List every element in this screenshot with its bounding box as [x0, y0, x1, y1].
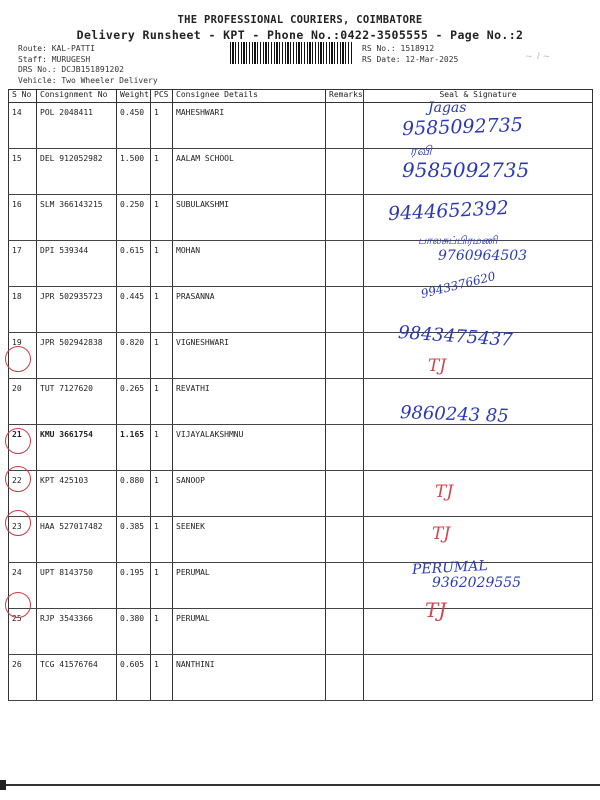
- sig-21-phone: 9860243 85: [399, 402, 510, 427]
- pcs: 1: [151, 517, 173, 563]
- red-circle-mark: [5, 466, 31, 492]
- consignment-no: SLM 366143215: [37, 195, 117, 241]
- consignment-no: TCG 41576764: [37, 655, 117, 701]
- weight: 1.165: [117, 425, 151, 471]
- table-row: [9, 655, 593, 701]
- pcs: 1: [151, 655, 173, 701]
- sig-15-phone: 9585092735: [402, 158, 530, 182]
- signature-cell: [364, 655, 593, 701]
- consignee: VIGNESHWARI: [173, 333, 326, 379]
- pcs: 1: [151, 149, 173, 195]
- remarks: [326, 655, 364, 701]
- sig-19-phone: 9843475437: [397, 322, 514, 351]
- consignee: SUBULAKSHMI: [173, 195, 326, 241]
- company-title: THE PROFESSIONAL COURIERS, COIMBATORE: [177, 14, 423, 26]
- barcode-image: [230, 42, 352, 64]
- table-row: [9, 425, 593, 471]
- sig-14-phone: 9585092735: [401, 113, 524, 141]
- consignment-no: KPT 425103: [37, 471, 117, 517]
- sno: 16: [9, 195, 37, 241]
- table-row: [9, 517, 593, 563]
- pcs: 1: [151, 609, 173, 655]
- consignee: MAHESHWARI: [173, 103, 326, 149]
- drs-text: DRS No.: DCJB151891202: [18, 65, 124, 74]
- sig-26-initials: TJ: [425, 598, 447, 622]
- consignee: SEENEK: [173, 517, 326, 563]
- col-pcs: PCS: [151, 90, 173, 103]
- consignment-no: JPR 502942838: [37, 333, 117, 379]
- sig-17-phone: 9760964503: [438, 248, 528, 264]
- remarks: [326, 149, 364, 195]
- sig-18-phone: 9943376620: [419, 268, 497, 302]
- pcs: 1: [151, 195, 173, 241]
- remarks: [326, 333, 364, 379]
- sno: 20: [9, 379, 37, 425]
- red-circle-mark: [5, 346, 31, 372]
- remarks: [326, 517, 364, 563]
- sno: 17: [9, 241, 37, 287]
- pcs: 1: [151, 103, 173, 149]
- consignee: PRASANNA: [173, 287, 326, 333]
- col-weight: Weight: [117, 90, 151, 103]
- consignee: SANOOP: [173, 471, 326, 517]
- col-signature: Seal & Signature: [364, 90, 593, 103]
- weight: 0.605: [117, 655, 151, 701]
- sno: 26: [9, 655, 37, 701]
- remarks: [326, 425, 364, 471]
- red-circle-mark: [5, 428, 31, 454]
- col-consignment: Consignment No: [37, 90, 117, 103]
- sig-25-phone: 9362029555: [432, 575, 522, 591]
- table-row: [9, 471, 593, 517]
- consignment-no: DEL 912052982: [37, 149, 117, 195]
- remarks: [326, 241, 364, 287]
- sno: 14: [9, 103, 37, 149]
- consignment-no: HAA 527017482: [37, 517, 117, 563]
- sig-25-name: PERUMAL: [411, 558, 489, 578]
- col-sno: S No: [9, 90, 37, 103]
- weight: 0.265: [117, 379, 151, 425]
- sno: 22: [9, 471, 37, 517]
- signature-cell: [364, 609, 593, 655]
- col-remarks: Remarks: [326, 90, 364, 103]
- sig-15-name: ரவி: [410, 144, 432, 159]
- consignment-no: JPR 502935723: [37, 287, 117, 333]
- remarks: [326, 471, 364, 517]
- weight: 0.615: [117, 241, 151, 287]
- scan-edge-mark: [0, 780, 6, 790]
- consignment-no: UPT 8143750: [37, 563, 117, 609]
- consignment-no: POL 2048411: [37, 103, 117, 149]
- remarks: [326, 379, 364, 425]
- weight: 0.820: [117, 333, 151, 379]
- table-row: [9, 609, 593, 655]
- sig-17-name: பாலசுப்பிரமணி: [418, 234, 498, 247]
- sno: 21: [9, 425, 37, 471]
- sno: 24: [9, 563, 37, 609]
- consignee: AALAM SCHOOL: [173, 149, 326, 195]
- sig-24-initials: TJ: [432, 524, 451, 544]
- remarks: [326, 287, 364, 333]
- red-circle-mark: [5, 510, 31, 536]
- table-row: [9, 287, 593, 333]
- meta-right: [362, 44, 458, 65]
- consignee: PERUMAL: [173, 609, 326, 655]
- weight: 1.500: [117, 149, 151, 195]
- consignee: NANTHINI: [173, 655, 326, 701]
- sig-16-phone: 9444652392: [387, 196, 510, 226]
- weight: 0.445: [117, 287, 151, 333]
- vehicle-text: Vehicle: Two Wheeler Delivery: [18, 75, 158, 85]
- sig-23-initials: TJ: [435, 482, 454, 502]
- weight: 0.250: [117, 195, 151, 241]
- signature-cell: [364, 425, 593, 471]
- weight: 0.195: [117, 563, 151, 609]
- sno: 23: [9, 517, 37, 563]
- pcs: 1: [151, 287, 173, 333]
- consignee: MOHAN: [173, 241, 326, 287]
- sig-14-name: Jagas: [428, 100, 467, 116]
- remarks: [326, 563, 364, 609]
- red-circle-mark: [5, 592, 31, 618]
- col-consignee: Consignee Details: [173, 90, 326, 103]
- scan-edge-line: [0, 784, 600, 786]
- signature-cell: [364, 517, 593, 563]
- consignee: REVATHI: [173, 379, 326, 425]
- rs-no-text: RS No.: 1518912: [362, 44, 435, 53]
- weight: 0.450: [117, 103, 151, 149]
- consignment-no: KMU 3661754: [37, 425, 117, 471]
- consignment-no: DPI 539344: [37, 241, 117, 287]
- weight: 0.385: [117, 517, 151, 563]
- table-header-row: [9, 90, 593, 103]
- sno: 18: [9, 287, 37, 333]
- sno: 19: [9, 333, 37, 379]
- consignment-no: TUT 7127620: [37, 379, 117, 425]
- remarks: [326, 195, 364, 241]
- faint-stamp: ~ ⌇ ~: [525, 52, 551, 62]
- remarks: [326, 609, 364, 655]
- rs-date-text: RS Date: 12-Mar-2025: [362, 54, 459, 64]
- sno: 25: [9, 609, 37, 655]
- staff-text: Staff: MURUGESH: [18, 54, 91, 64]
- consignee: PERUMAL: [173, 563, 326, 609]
- pcs: 1: [151, 333, 173, 379]
- pcs: 1: [151, 563, 173, 609]
- pcs: 1: [151, 471, 173, 517]
- meta-left: [18, 44, 158, 86]
- pcs: 1: [151, 379, 173, 425]
- route-text: Route: KAL-PATTI: [18, 44, 96, 53]
- weight: 0.380: [117, 609, 151, 655]
- pcs: 1: [151, 241, 173, 287]
- consignee: VIJAYALAKSHMNU: [173, 425, 326, 471]
- sno: 15: [9, 149, 37, 195]
- consignment-no: RJP 3543366: [37, 609, 117, 655]
- sig-20-initials: TJ: [428, 356, 447, 376]
- runsheet-title: Delivery Runsheet - KPT - Phone No.:0422-3505555 - Page No.:2: [76, 28, 524, 42]
- signature-cell: [364, 471, 593, 517]
- remarks: [326, 103, 364, 149]
- pcs: 1: [151, 425, 173, 471]
- weight: 0.880: [117, 471, 151, 517]
